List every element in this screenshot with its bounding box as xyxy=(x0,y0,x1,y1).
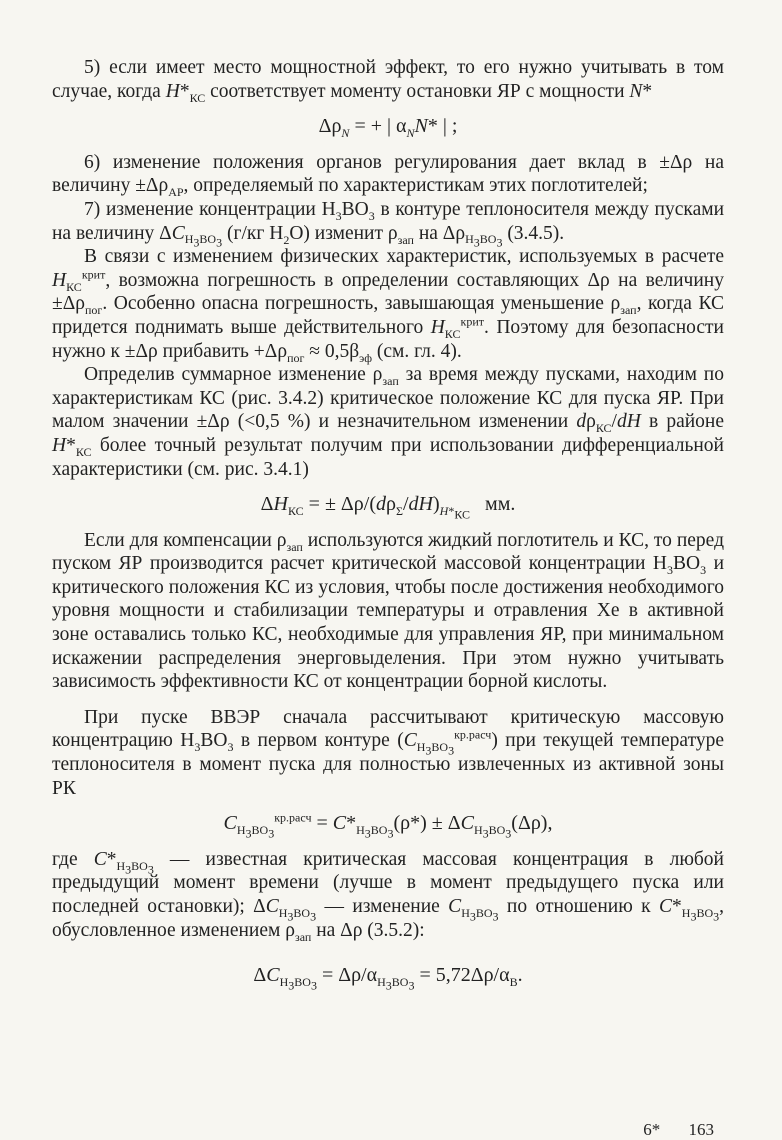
paragraph-liquid-absorber: Если для компенсации $\rho_{зап}$ используются жидкий поглотитель и КС, то перед пуском ЯР производится расчет критической массовой концентрации $H_3BO_3$ и критического положения КС из условия, чтобы после достижения необходимого уровня мощности и стабилизации температуры и отравления Xe в активной зоне оставались только КС, необходимые для управления ЯР, при минимальном искажении распределения энерговыделения. При этом нужно учитывать зависимость эффективности КС от концентрации борной кислоты. xyxy=(52,529,725,693)
paragraph-critical-position: Определив суммарное изменение $\rho_{зап}$ за время между пусками, находим по характеристикам КС (рис. 3.4.2) критическое положение КС для пуска ЯР. При малом значении ±Δρ (<0,5 %) и незначительном изменении $d\rho_{КС}/dH$ в районе $H*_{КС}$ более точный результат получим при использовании дифференциальной характеристики (см. рис. 3.4.1) xyxy=(52,364,724,480)
page-number: 163 xyxy=(688,1120,714,1139)
equation-critical-concentration: $C_{H_3BO_3}^{кр.расч} = C*_{H_3BO_3}(\rho*) \pm \Delta C_{H_3BO_3}(\Delta\rho)$, xyxy=(223,810,553,841)
paragraph-vver-startup: При пуске ВВЭР сначала рассчитывают критическую массовую концентрацию $H_3BO_3$ в первом контуре $(C_{H_3BO_3}^{кр.расч})$ при текущей температуре теплоносителя в момент пуска для полностью извлеченных из активной зоны РК xyxy=(52,706,724,799)
equation-delta-h: $\Delta H_{КС}$ = ± $\Delta\rho/(d\rho_\Sigma/dH)_{H*_{КС}}$ мм. xyxy=(260,493,516,522)
paragraph-where: где $C*_{H_3BO_3}$ — известная критическая массовая концентрация в любой предыдущий момент времени (лучше в момент предыдущего пуска или последней остановки); $\Delta C_{H_3BO_3}$ — изменение $C_{H_3BO_3}$ по отношению к $C*_{H_3BO_3}$, обусловленное изменением $\rho_{зап}$ на Δρ (3.5.2): xyxy=(52,848,724,944)
page-footer xyxy=(52,1120,714,1140)
equation-delta-rho-n: $\Delta\rho_N$ = + | $\alpha_NN*$ | ; xyxy=(318,115,458,141)
paragraph-6: 6) изменение положения органов регулирования дает вклад в ±Δρ на величину $\pm\Delta\rho_{АР}$, определяемый по характеристикам этих поглотителей; xyxy=(52,151,724,200)
page-body xyxy=(52,56,724,1000)
equation-delta-c: $\Delta C_{H_3BO_3} = \Delta\rho/\alpha_{H_3BO_3} = 5,72\Delta\rho/\alpha_B$. xyxy=(253,964,523,993)
paragraph-error: В связи с изменением физических характеристик, используемых в расчете $H_{КС}^{крит}$, возможна погрешность в определении составляющих Δρ на величину $\pm\Delta\rho_{пог}$. Особенно опасна погрешность, завышающая уменьшение $\rho_{зап}$, когда КС придется поднимать выше действительного $H_{КС}^{крит}$. Поэтому для безопасности нужно к ±Δρ прибавить $+\Delta\rho_{пог} \approx 0,5\beta_{эф}$ (см. гл. 4). xyxy=(52,246,724,365)
paragraph-7: 7) изменение концентрации $H_3BO_3$ в контуре теплоносителя между пусками на величину $\Delta C_{H_3BO_3}$ (г/кг $H_2O$) изменит $\rho_{зап}$ на $\Delta\rho_{H_3BO_3}$ (3.4.5). xyxy=(52,198,724,250)
signature-mark: 6* xyxy=(643,1120,661,1139)
paragraph-5: 5) если имеет место мощностной эффект, то его нужно учитывать в том случае, когда $H*_{КС}$ соответствует моменту остановки ЯР с мощности N* xyxy=(52,57,724,105)
